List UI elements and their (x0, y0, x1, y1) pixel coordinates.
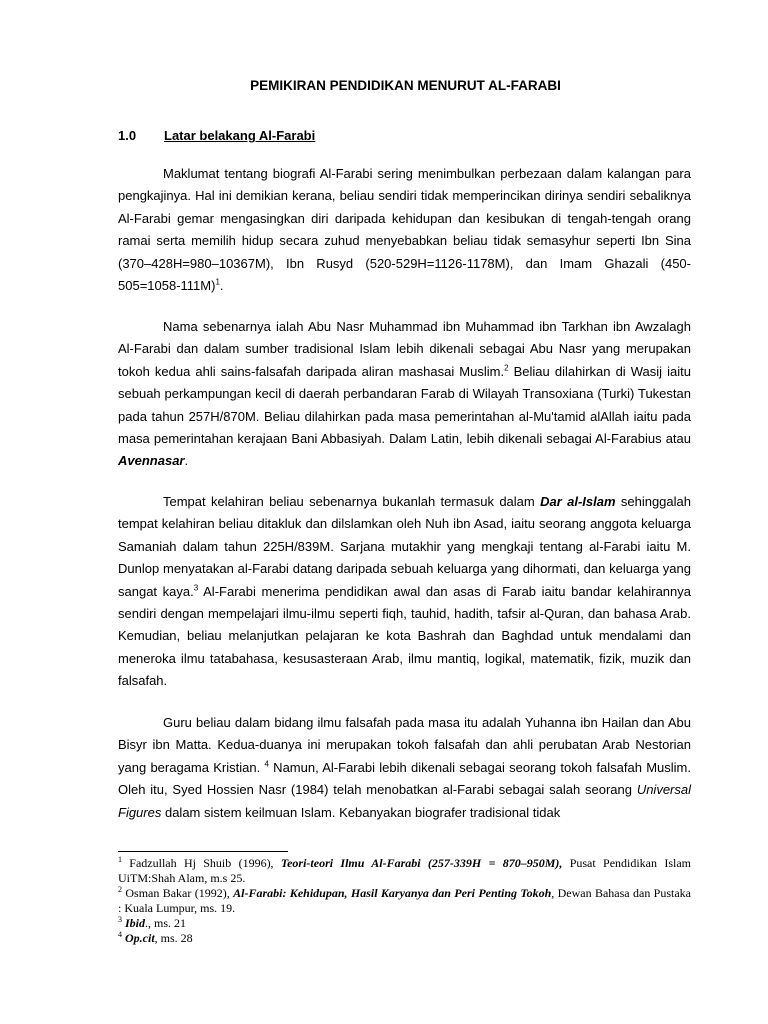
paragraph-text: Guru beliau dalam bidang ilmu falsafah pada masa itu adalah Yuhanna ibn Hailan dan Abu Bisyr ibn Matta. Kedua-duanya ini merupakan tokoh falsafah dan ahli perubatan Arab Nestorian yang beragama Kristian. (118, 715, 691, 775)
footnote-ref: 3 (193, 583, 199, 593)
paragraph-1: Maklumat tentang biografi Al-Farabi sering menimbulkan perbezaan dalam kalangan para pengkajinya. Hal ini demikian kerana, beliau sendiri tidak memperincikan dirinya sendiri sebaliknya Al-Farabi gemar mengasingkan diri daripada kehidupan dan kesibukan di tengah-tengah orang ramai serta memilih hidup secara zuhud menyebabkan beliau tidak semasyhur seperti Ibn Sina (370–428H=980–10367M), Ibn Rusyd (520-529H=1126-1178M), dan Imam Ghazali (450-505=1058-111M)$^1$. (118, 166, 691, 294)
footnote: $^1$ Fadzullah Hj Shuib (1996), Teori-teori Ilmu Al-Farabi (257-339H = 870–950M), Pusat Pendidikan Islam UiTM:Shah Alam, m.s 25. (118, 855, 691, 885)
footnotes (118, 856, 691, 946)
paragraph-3 (118, 491, 691, 693)
section-title: Latar belakang Al-Farabi (164, 128, 316, 143)
footnote: $^2$ Osman Bakar (1992), Al-Farabi: Kehidupan, Hasil Karyanya dan Peri Penting Tokoh, Dewan Bahasa dan Pustaka : Kuala Lumpur, ms. 19. (118, 885, 692, 915)
paragraph-4 (118, 712, 691, 824)
page-title: PEMIKIRAN PENDIDIKAN MENURUT AL-FARABI (250, 78, 561, 93)
section-number: 1.0 (118, 128, 137, 143)
cited-title: Al-Farabi: Kehidupan, Hasil Karyanya dan Peri Penting Tokoh (233, 886, 552, 900)
paragraph-text: Maklumat tentang biografi Al-Farabi sering menimbulkan perbezaan dalam kalangan para pengkajinya. Hal ini demikian kerana, beliau sendiri tidak memperincikan dirinya sendiri sebaliknya Al-Farabi gemar mengasingkan diri daripada kehidupan dan kesibukan di tengah-tengah orang ramai serta memilih hidup secara zuhud menyebabkan beliau tidak semasyhur seperti Ibn Sina (370–428H=980–10367M), Ibn Rusyd (520-529H=1126-1178M), dan Imam Ghazali (450-505=1058-111M) (118, 166, 691, 294)
cited-title: Op.cit (125, 931, 155, 945)
footnote-ref: 2 (504, 363, 509, 373)
footnote: $^4$ Op.cit, ms. 28 (118, 930, 193, 945)
footnote: $^3$ Ibid., ms. 21 (118, 915, 187, 930)
footnote-ref: 1 (215, 277, 220, 287)
paragraph-2: Nama sebenarnya ialah Abu Nasr Muhammad ibn Muhammad ibn Tarkhan ibn Awzalagh Al-Farabi dan dalam sumber tradisional Islam lebih dikenali sebagai Abu Nasr yang merupakan tokoh kedua ahli sains-falsafah daripada aliran mashasai Muslim.$^2$ Beliau dilahirkan di Wasij iaitu sebuah perkampungan kecil di daerah perbandaran Farab di Wilayah Transoxiana (Turki) Tukestan pada tahun 257H/870M. Beliau dilahirkan pada masa pemerintahan al-Mu'tamid alAllah iaitu pada masa pemerintahan kerajaan Bani Abbasiyah. Dalam Latin, lebih dikenali sebagai Al-Farabius atau Avennasar. (118, 319, 691, 469)
footnote-divider (118, 851, 288, 852)
paragraph-text: Beliau dilahirkan di Wasij iaitu sebuah perkampungan kecil di daerah perbandaran Farab di Wilayah Transoxiana (Turki) Tukestan pada tahun 257H/870M. Beliau dilahirkan pada masa pemerintahan al-Mu'tamid alAllah iaitu pada masa pemerintahan kerajaan Bani Abbasiyah. Dalam Latin, lebih dikenali sebagai Al-Farabius atau (118, 363, 691, 447)
paragraph-text: Tempat kelahiran beliau sebenarnya bukanlah termasuk dalam (163, 494, 541, 509)
paragraph-text: sehinggalah tempat kelahiran beliau ditakluk dan dilslamkan oleh Nuh ibn Asad, iaitu seorang anggota keluarga Samaniah dalam tahun 225H/839M. Sarjana mutakhir yang mengkaji tentang al-Farabi iaitu M. Dunlop menyatakan al-Farabi datang daripada sebuah keluarga yang dihormati, dan keluarga yang sangat kaya. (118, 494, 691, 599)
paragraph-text: dalam sistem keilmuan Islam. Kebanyakan biografer tradisional tidak (161, 804, 561, 820)
paragraph-text: Nama sebenarnya ialah Abu Nasr Muhammad ibn Muhammad ibn Tarkhan ibn Awzalagh Al-Farabi dan dalam sumber tradisional Islam lebih dikenali sebagai Abu Nasr yang merupakan tokoh kedua ahli sains-falsafah daripada aliran mashasai Muslim. (118, 319, 691, 379)
emphasized-term: Dar al-Islam (540, 494, 616, 509)
emphasized-term: Avennasar (118, 453, 185, 469)
paragraph-text: Al-Farabi menerima pendidikan awal dan asas di Farab iaitu bandar kelahirannya sendiri dengan mempelajari ilmu-ilmu seperti fiqh, tauhid, hadith, tafsir al-Quran, dan bahasa Arab. Kemudian, beliau melanjutkan pelajaran ke kota Bashrah dan Baghdad untuk mendalami dan meneroka ilmu tatabahasa, kesusasteraan Arab, ilmu mantiq, logikal, matematik, fizik, muzik dan falsafah. (118, 583, 691, 689)
cited-title: Ibid (125, 916, 146, 930)
cited-title: Teori-teori Ilmu Al-Farabi (257-339H = 870–950M), (280, 856, 563, 870)
footnote-ref: 4 (264, 759, 269, 769)
paragraph-text: Namun, Al-Farabi lebih dikenali sebagai seorang tokoh falsafah Muslim. Oleh itu, Syed Hossien Nasr (1984) telah menobatkan al-Farabi sebagai salah seorang (118, 759, 691, 798)
section-heading (118, 128, 315, 143)
emphasized-term: Universal Figures (118, 782, 691, 820)
